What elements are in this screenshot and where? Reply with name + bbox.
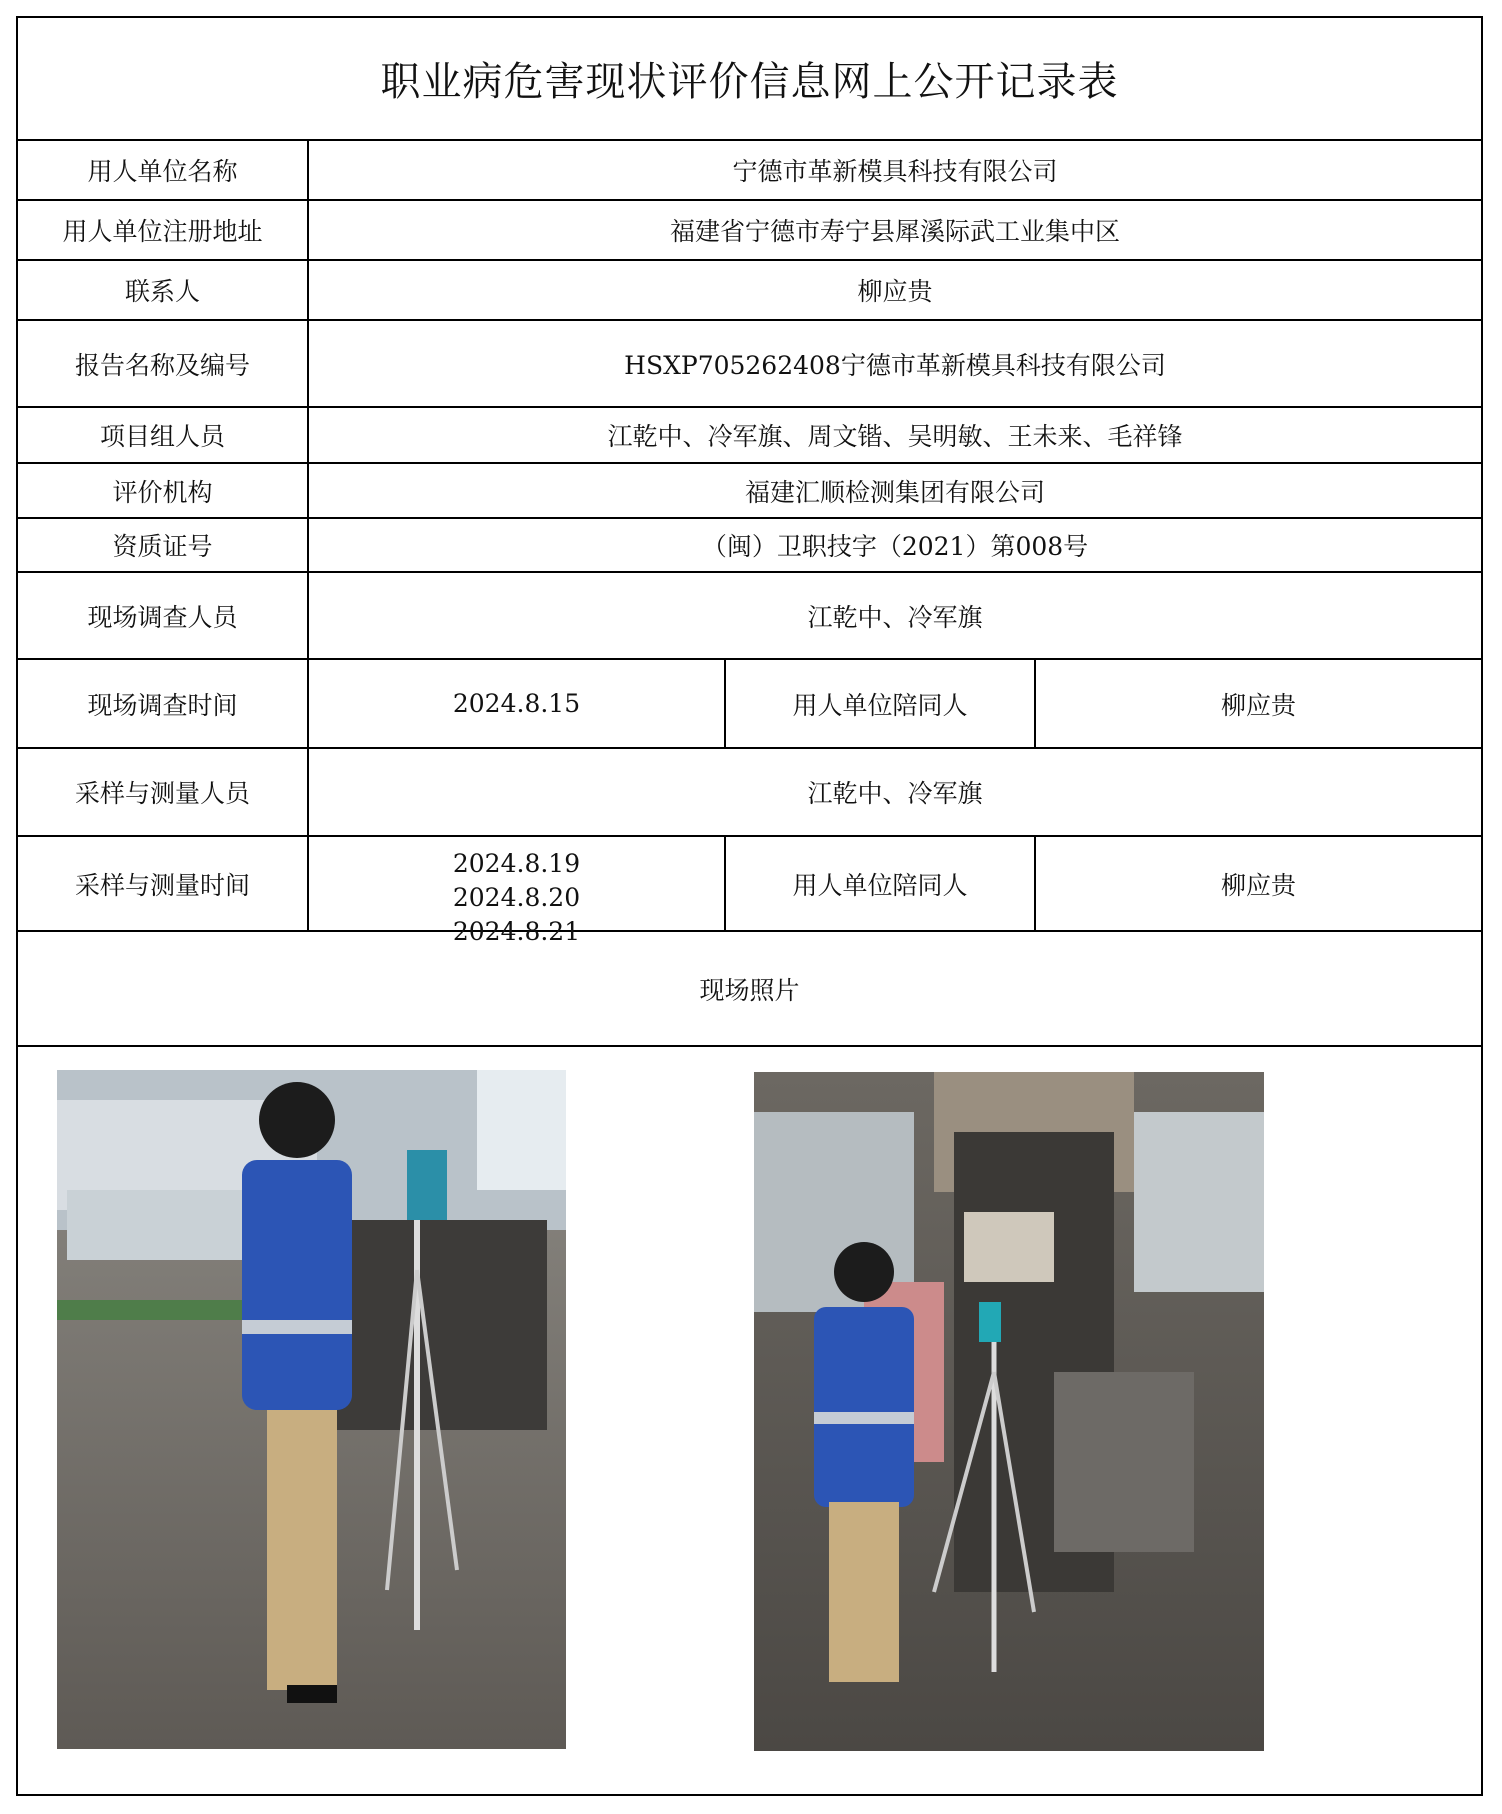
- label-certificate: 资质证号: [112, 532, 213, 561]
- label-sampling-time: 采样与测量时间: [74, 870, 250, 900]
- label-survey-time: 现场调查时间: [87, 690, 238, 720]
- value-certificate: （闽）卫职技字（2021）第008号: [701, 532, 1089, 561]
- value-sampling-escort: 柳应贵: [1220, 870, 1296, 900]
- value-sampling-staff: 江乾中、冷军旗: [807, 779, 983, 808]
- label-report: 报告名称及编号: [74, 350, 250, 380]
- page-title: 职业病危害现状评价信息网上公开记录表: [380, 59, 1119, 105]
- value-employer-address: 福建省宁德市寿宁县犀溪际武工业集中区: [669, 217, 1120, 246]
- label-team: 项目组人员: [99, 422, 225, 451]
- sampling-date: 2024.8.19: [452, 849, 581, 878]
- divider: [16, 1045, 1483, 1047]
- sampling-date: 2024.8.21: [452, 917, 581, 946]
- label-employer-address: 用人单位注册地址: [62, 217, 263, 246]
- sampling-date: 2024.8.20: [452, 883, 581, 912]
- label-contact: 联系人: [124, 277, 200, 306]
- label-sampling-staff: 采样与测量人员: [74, 779, 250, 808]
- label-agency: 评价机构: [112, 477, 213, 507]
- value-survey-time: 2024.8.15: [452, 689, 581, 718]
- value-contact: 柳应贵: [857, 277, 933, 306]
- value-sampling-dates: [309, 837, 724, 946]
- value-report: HSXP705262408宁德市革新模具科技有限公司: [624, 350, 1166, 380]
- value-survey-escort: 柳应贵: [1220, 690, 1296, 720]
- label-survey-staff: 现场调查人员: [87, 602, 238, 632]
- label-employer-name: 用人单位名称: [87, 157, 238, 186]
- site-photo-2: [754, 1072, 1264, 1751]
- photos-heading: 现场照片: [699, 975, 800, 1005]
- label-sampling-escort: 用人单位陪同人: [792, 870, 968, 900]
- value-agency: 福建汇顺检测集团有限公司: [744, 477, 1045, 507]
- value-employer-name: 宁德市革新模具科技有限公司: [732, 157, 1058, 186]
- value-survey-staff: 江乾中、冷军旗: [807, 602, 983, 632]
- site-photo-1: [57, 1070, 566, 1749]
- value-team: 江乾中、冷军旗、周文锴、吴明敏、王未来、毛祥锋: [607, 422, 1183, 451]
- label-survey-escort: 用人单位陪同人: [792, 690, 968, 720]
